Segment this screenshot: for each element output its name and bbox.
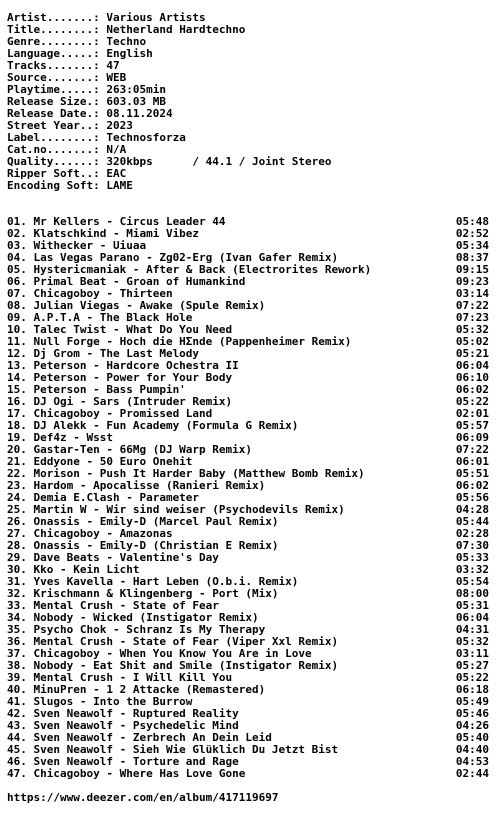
metadata-row [7,96,489,108]
track-title: 33. Mental Crush - State of Fear [7,600,219,612]
track-title: 19. Def4z - Wsst [7,432,113,444]
track-duration: 05:49 [455,696,489,708]
track-duration: 07:23 [455,312,489,324]
track-title: 02. Klatschkind - Miami Vibez [7,228,200,240]
track-title: 26. Onassis - Emily-D (Marcel Paul Remix) [7,516,279,528]
track-title: 04. Las Vegas Parano - Zg02-Erg (Ivan Gafer Remix) [7,252,339,264]
metadata-key: Artist.......: [7,12,100,24]
track-row [7,336,489,348]
track-title: 07. Chicagoboy - Thirteen [7,288,173,300]
track-title: 22. Morison - Push It Harder Baby (Matthew Bomb Remix) [7,468,365,480]
track-duration: 08:37 [455,252,489,264]
track-duration: 06:10 [455,372,489,384]
track-title: 15. Peterson - Bass Pumpin' [7,384,186,396]
metadata-row [7,168,489,180]
track-duration: 05:54 [455,576,489,588]
metadata-row [7,156,489,168]
track-title: 32. Krischmann & Klingenberg - Port (Mix) [7,588,279,600]
track-duration: 05:27 [455,660,489,672]
metadata-value: Techno [99,36,147,48]
track-title: 37. Chicagoboy - When You Know You Are in Love [7,648,312,660]
metadata-key: Genre........: [7,36,100,48]
track-title: 44. Sven Neawolf - Zerbrech An Dein Leid [7,732,272,744]
track-row [7,540,489,552]
track-row [7,312,489,324]
track-duration: 05:57 [455,420,489,432]
metadata-value: Technosforza [99,132,186,144]
track-duration: 06:02 [455,384,489,396]
track-duration: 05:32 [455,324,489,336]
spacer [7,192,489,216]
track-duration: 05:56 [455,492,489,504]
track-duration: 06:01 [455,456,489,468]
track-title: 14. Peterson - Power for Your Body [7,372,233,384]
track-title: 47. Chicagoboy - Where Has Love Gone [7,768,246,780]
track-title: 29. Dave Beats - Valentine's Day [7,552,219,564]
track-duration: 04:26 [455,720,489,732]
track-row [7,240,489,252]
metadata-value: 2023 [99,120,133,132]
track-title: 13. Peterson - Hardcore Ochestra II [7,360,239,372]
track-title: 01. Mr Kellers - Circus Leader 44 [7,216,226,228]
track-duration: 06:02 [455,480,489,492]
track-title: 27. Chicagoboy - Amazonas [7,528,173,540]
track-title: 35. Psycho Chok - Schranz Is My Therapy [7,624,266,636]
metadata-key: Cat.no.......: [7,144,100,156]
metadata-key: Playtime.....: [7,84,100,96]
metadata-value: Netherland Hardtechno [99,24,246,36]
track-duration: 04:53 [455,756,489,768]
track-title: 12. Dj Grom - The Last Melody [7,348,200,360]
track-duration: 05:51 [455,468,489,480]
metadata-row [7,108,489,120]
track-title: 36. Mental Crush - State of Fear (Viper Xxl Remix) [7,636,339,648]
track-row [7,516,489,528]
track-title: 25. Martin W - Wir sind weiser (Psychodevils Remix) [7,504,345,516]
metadata-row [7,120,489,132]
metadata-value: English [99,48,153,60]
track-title: 08. Julian Viegas - Awake (Spule Remix) [7,300,266,312]
track-title: 46. Sven Neawolf - Torture and Rage [7,756,239,768]
track-duration: 03:14 [455,288,489,300]
track-duration: 03:32 [455,564,489,576]
track-row [7,408,489,420]
track-row [7,468,489,480]
metadata-key: Street Year..: [7,120,100,132]
track-title: 18. DJ Alekk - Fun Academy (Formula G Remix) [7,420,299,432]
track-row [7,396,489,408]
track-row [7,348,489,360]
track-row [7,636,489,648]
track-duration: 02:01 [455,408,489,420]
track-row [7,564,489,576]
track-duration: 02:44 [455,768,489,780]
metadata-row [7,84,489,96]
track-row [7,324,489,336]
track-title: 17. Chicagoboy - Promissed Land [7,408,213,420]
track-duration: 07:30 [455,540,489,552]
track-duration: 06:09 [455,432,489,444]
track-duration: 04:40 [455,744,489,756]
track-title: 10. Talec Twist - What Do You Need [7,324,233,336]
track-duration: 05:46 [455,708,489,720]
track-duration: 05:44 [455,516,489,528]
track-row [7,504,489,516]
metadata-value: 263:05min [99,84,166,96]
track-title: 39. Mental Crush - I Will Kill You [7,672,233,684]
track-row [7,372,489,384]
track-title: 06. Primal Beat - Groan of Humankind [7,276,246,288]
metadata-row [7,180,489,192]
album-url-link[interactable]: https://www.deezer.com/en/album/417119697 [7,791,279,804]
metadata-value: Various Artists [99,12,206,24]
track-title: 20. Gastar-Ten - 66Mg (DJ Warp Remix) [7,444,253,456]
track-duration: 05:32 [455,636,489,648]
metadata-key: Encoding Soft: [7,180,100,192]
track-row [7,648,489,660]
track-row [7,216,489,228]
track-title: 40. MinuPren - 1 2 Attacke (Remastered) [7,684,266,696]
track-row [7,276,489,288]
track-title: 41. Slugos - Into the Burrow [7,696,193,708]
track-duration: 05:33 [455,552,489,564]
metadata-value: 47 [99,60,120,72]
track-row [7,252,489,264]
track-row [7,672,489,684]
track-duration: 05:02 [455,336,489,348]
metadata-row [7,144,489,156]
track-title: 16. DJ Ogi - Sars (Intruder Remix) [7,396,233,408]
metadata-row [7,48,489,60]
metadata-key: Language.....: [7,48,100,60]
track-duration: 04:31 [455,624,489,636]
track-row [7,708,489,720]
track-duration: 05:31 [455,600,489,612]
track-title: 23. Hardom - Apocalisse (Ranieri Remix) [7,480,266,492]
track-row [7,732,489,744]
track-duration: 06:18 [455,684,489,696]
track-title: 21. Eddyone - 50 Euro Onehit [7,456,193,468]
track-duration: 09:23 [455,276,489,288]
track-row [7,768,489,780]
track-row [7,264,489,276]
track-title: 34. Nobody - Wicked (Instigator Remix) [7,612,259,624]
track-row [7,456,489,468]
track-duration: 02:28 [455,528,489,540]
track-duration: 05:22 [455,672,489,684]
metadata-value: EAC [99,168,127,180]
track-row [7,420,489,432]
track-row [7,300,489,312]
metadata-row [7,24,489,36]
track-row [7,480,489,492]
track-row [7,384,489,396]
metadata-value: 320kbps / 44.1 / Joint Stereo [99,156,332,168]
track-row [7,492,489,504]
track-title: 05. Hystericmaniak - After & Back (Electrorites Rework) [7,264,372,276]
track-duration: 05:21 [455,348,489,360]
metadata-key: Quality......: [7,156,100,168]
track-title: 42. Sven Neawolf - Ruptured Reality [7,708,239,720]
track-title: 30. Kko - Kein Licht [7,564,140,576]
track-row [7,660,489,672]
track-duration: 05:34 [455,240,489,252]
metadata-row [7,36,489,48]
metadata-key: Tracks.......: [7,60,100,72]
metadata-key: Release Date.: [7,108,100,120]
track-duration: 06:04 [455,612,489,624]
track-duration: 03:11 [455,648,489,660]
track-row [7,612,489,624]
track-row [7,444,489,456]
metadata-row [7,60,489,72]
track-row [7,720,489,732]
track-duration: 06:04 [455,360,489,372]
metadata-key: Source.......: [7,72,100,84]
track-row [7,624,489,636]
track-duration: 09:15 [455,264,489,276]
track-row [7,576,489,588]
track-title: 09. A.P.T.A - The Black Hole [7,312,193,324]
metadata-key: Title........: [7,24,100,36]
track-row [7,744,489,756]
track-row [7,684,489,696]
metadata-value: N/A [99,144,127,156]
track-duration: 07:22 [455,300,489,312]
metadata-row [7,72,489,84]
track-title: 24. Demia E.Clash - Parameter [7,492,200,504]
track-title: 43. Sven Neawolf - Psychedelic Mind [7,720,239,732]
release-metadata-block [7,12,489,192]
metadata-key: Label........: [7,132,100,144]
track-row [7,228,489,240]
track-duration: 07:22 [455,444,489,456]
tracklist [7,216,489,780]
track-row [7,588,489,600]
track-title: 11. Null Forge - Hoch die HΣnde (Pappenheimer Remix) [7,336,352,348]
release-nfo-document [7,12,489,804]
track-duration: 05:22 [455,396,489,408]
track-duration: 05:48 [455,216,489,228]
track-title: 45. Sven Neawolf - Sieh Wie Glüklich Du Jetzt Bist [7,744,339,756]
track-row [7,756,489,768]
track-row [7,600,489,612]
track-row [7,432,489,444]
track-row [7,528,489,540]
metadata-value: 08.11.2024 [99,108,173,120]
track-duration: 04:28 [455,504,489,516]
metadata-key: Release Size.: [7,96,100,108]
metadata-row [7,132,489,144]
metadata-row [7,12,489,24]
metadata-key: Ripper Soft..: [7,168,100,180]
track-duration: 05:40 [455,732,489,744]
track-duration: 08:00 [455,588,489,600]
metadata-value: WEB [99,72,127,84]
track-title: 28. Onassis - Emily-D (Christian E Remix) [7,540,279,552]
track-duration: 02:52 [455,228,489,240]
track-title: 03. Withecker - Uiuaa [7,240,147,252]
metadata-value: LAME [99,180,133,192]
track-title: 38. Nobody - Eat Shit and Smile (Instigator Remix) [7,660,339,672]
track-row [7,552,489,564]
track-row [7,696,489,708]
track-title: 31. Yves Kavella - Hart Leben (O.b.i. Remix) [7,576,299,588]
track-row [7,288,489,300]
metadata-value: 603.03 MB [99,96,166,108]
track-row [7,360,489,372]
